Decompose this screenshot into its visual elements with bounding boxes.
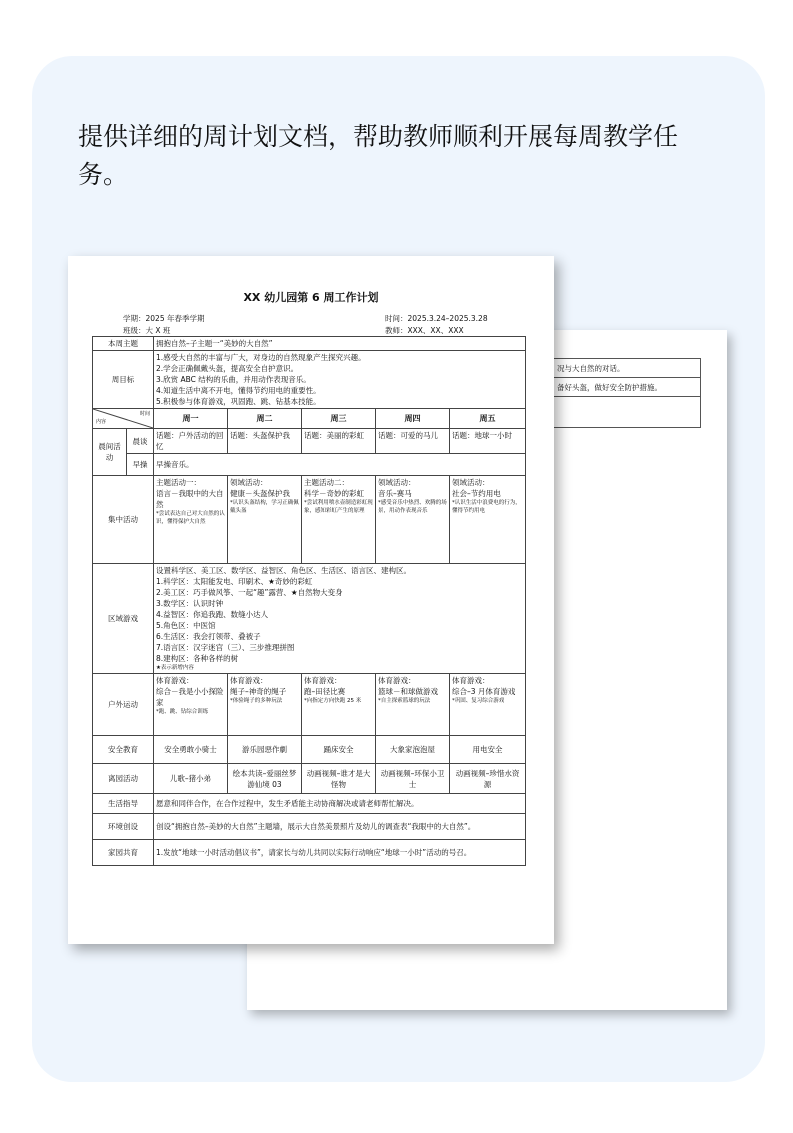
leave-cell: 动画视频–环保小卫士 (376, 764, 450, 794)
class-text: 班级：大 X 班 (123, 326, 171, 335)
day-wednesday: 周三 (302, 409, 376, 429)
goals-label: 周目标 (93, 351, 154, 409)
outdoor-note: *体验绳子的多种玩法 (230, 698, 283, 704)
activity-name: 健康－头盔保护我 (230, 489, 290, 498)
time-text: 时间：2025.3.24–2025.3.28 (385, 314, 488, 323)
safety-cell: 大象家泡泡屋 (376, 736, 450, 764)
safety-cell: 安全勇敢小骑士 (154, 736, 228, 764)
goal-item: 5.积极参与体育游戏，巩固跑、跳、钻基本技能。 (156, 397, 321, 406)
group-activity-row (93, 476, 526, 564)
goals-list (154, 351, 526, 409)
leave-label: 离园活动 (93, 764, 154, 794)
talk-cell: 话题：户外活动的回忆 (154, 429, 228, 454)
activity-note: *感受音乐中热烈、欢腾的场景，用动作表现音乐 (378, 500, 447, 514)
goal-item: 1.感受大自然的丰富与广大，对身边的自然现象产生探究兴趣。 (156, 353, 366, 362)
morning-talk-row (93, 429, 526, 454)
leave-cell: 动画视频–谁才是大怪物 (302, 764, 376, 794)
environment-label: 环境创设 (93, 814, 154, 840)
outdoor-cell (302, 674, 376, 736)
outdoor-name: 绳子–神奇的绳子 (230, 687, 287, 696)
activity-note: *尝试表达自己对大自然的认识，懂得保护大自然 (156, 511, 225, 525)
life-guidance-value: 愿意和同伴合作，在合作过程中，发生矛盾能主动协商解决或请老师帮忙解决。 (154, 794, 526, 814)
talk-cell: 话题：头盔保护我 (228, 429, 302, 454)
group-cell (302, 476, 376, 564)
theme-label: 本周主题 (93, 337, 154, 351)
back-line-2: 备好头盔，做好安全防护措施。 (554, 378, 701, 397)
document-title: XX 幼儿园第 6 周工作计划 (243, 291, 379, 304)
safety-cell: 踊床安全 (302, 736, 376, 764)
home-coop-label: 家园共育 (93, 840, 154, 866)
day-thursday: 周四 (376, 409, 450, 429)
area-item: 8.建构区：各种各样的树 (156, 654, 239, 663)
semester-text: 学期：2025 年春季学期 (123, 314, 205, 323)
area-games-list (154, 564, 526, 674)
header-time-label: 时间 (139, 411, 150, 417)
outdoor-name: 跑–田径比赛 (304, 687, 346, 696)
outdoor-note: *自主探索篮球的玩法 (378, 698, 431, 704)
outdoor-type: 体育游戏： (230, 676, 268, 685)
activity-name: 音乐–赛马 (378, 489, 412, 498)
home-coop-row (93, 840, 526, 866)
outdoor-note: *跑、跳、钻综合训练 (156, 709, 209, 715)
safety-row (93, 736, 526, 764)
group-cell (154, 476, 228, 564)
weekly-plan-table (92, 336, 526, 866)
outdoor-name: 篮球－和球做游戏 (378, 687, 438, 696)
group-cell (450, 476, 526, 564)
talk-cell: 话题：可爱的马儿 (376, 429, 450, 454)
outdoor-cell (450, 674, 526, 736)
group-cell (228, 476, 302, 564)
activity-name: 语言－我眼中的大自然 (156, 489, 224, 509)
diagonal-header-cell (93, 409, 154, 429)
activity-type: 主题活动二： (304, 478, 349, 487)
outdoor-row (93, 674, 526, 736)
back-line-1: 况与大自然的对话。 (554, 359, 701, 378)
goal-item: 2.学会正确佩戴头盔，提高安全自护意识。 (156, 364, 299, 373)
outdoor-cell (228, 674, 302, 736)
teachers-text: 教师：XXX、XX、XXX (385, 326, 464, 335)
exercise-label: 早操 (127, 454, 154, 476)
morning-activity-label: 晨间活动 (93, 429, 127, 476)
group-cell (376, 476, 450, 564)
activity-note: *认识生活中浪费电的行为，懂得节约用电 (452, 500, 521, 514)
area-item: 设置科学区、美工区、数学区、益智区、角色区、生活区、语言区、建构区。 (156, 566, 411, 575)
goals-row (93, 351, 526, 409)
talk-cell: 话题：美丽的彩虹 (302, 429, 376, 454)
area-item: 7.语言区：汉字迷宫（三）、三步推理拼图 (156, 643, 295, 652)
activity-name: 科学－奇妙的彩虹 (304, 489, 364, 498)
exercise-row (93, 454, 526, 476)
outdoor-type: 体育游戏： (378, 676, 416, 685)
leave-row (93, 764, 526, 794)
life-guidance-label: 生活指导 (93, 794, 154, 814)
activity-type: 领域活动： (452, 478, 490, 487)
outdoor-cell (376, 674, 450, 736)
area-note: ★表示新增内容 (156, 665, 194, 671)
area-item: 4.益智区：你追我跑、数缝小达人 (156, 610, 269, 619)
day-monday: 周一 (154, 409, 228, 429)
outdoor-cell (154, 674, 228, 736)
area-item: 3.数学区：认识时钟 (156, 599, 224, 608)
activity-type: 主题活动一： (156, 478, 201, 487)
activity-name: 社会–节约用电 (452, 489, 501, 498)
area-item: 5.角色区：中医馆 (156, 621, 216, 630)
outdoor-note: *巩固、复习综合游戏 (452, 698, 505, 704)
leave-cell: 绘本共读–爱丽丝梦游仙境 03 (228, 764, 302, 794)
outdoor-type: 体育游戏： (304, 676, 342, 685)
area-item: 1.科学区：太阳能发电、印刷术、★奇妙的彩虹 (156, 577, 313, 586)
day-tuesday: 周二 (228, 409, 302, 429)
headline: 提供详细的周计划文档，帮助教师顺利开展每周教学任务。 (78, 122, 679, 189)
area-games-label: 区域游戏 (93, 564, 154, 674)
theme-row (93, 337, 526, 351)
goal-item: 3.欣赏 ABC 结构的乐曲，并用动作表现音乐。 (156, 375, 311, 384)
day-header-row (93, 409, 526, 429)
life-guidance-row (93, 794, 526, 814)
group-activity-label: 集中活动 (93, 476, 154, 564)
safety-cell: 用电安全 (450, 736, 526, 764)
outdoor-name: 综合－我是小小探险家 (156, 687, 224, 707)
exercise-value: 早操音乐。 (154, 454, 526, 476)
outdoor-name: 综合–3 月体育游戏 (452, 687, 516, 696)
goal-item: 4.知道生活中离不开电，懂得节约用电的重要性。 (156, 386, 321, 395)
outdoor-note: *向指定方向快跑 25 米 (304, 698, 362, 704)
talk-label: 晨谈 (127, 429, 154, 454)
theme-value: 拥抱自然–子主题一“美妙的大自然” (154, 337, 526, 351)
outdoor-type: 体育游戏： (452, 676, 490, 685)
area-item: 2.美工区：巧手做风筝、一起“趣”露营、★自然物大变身 (156, 588, 343, 597)
environment-row (93, 814, 526, 840)
outdoor-label: 户外运动 (93, 674, 154, 736)
area-games-row (93, 564, 526, 674)
back-blank-cell (554, 397, 701, 428)
safety-label: 安全教育 (93, 736, 154, 764)
leave-cell: 动画视频–珍惜水资源 (450, 764, 526, 794)
area-item: 6.生活区：我会打领带、叠被子 (156, 632, 261, 641)
leave-cell: 儿歌–猪小弟 (154, 764, 228, 794)
header-content-label: 内容 (96, 419, 107, 425)
environment-value: 创设“拥抱自然–美妙的大自然”主题墙，展示大自然美景照片及幼儿的调查表“我眼中的大自然”。 (154, 814, 526, 840)
safety-cell: 游乐园惡作劇 (228, 736, 302, 764)
activity-type: 领域活动： (230, 478, 268, 487)
home-coop-value: 1.发放“地球一小时活动倡议书”，请家长与幼儿共同以实际行动响应“地球一小时”活动的号召。 (154, 840, 526, 866)
activity-note: *认识头盔结构，学习正确佩戴头盔 (230, 500, 299, 514)
activity-note: *尝试利用喷水壶制造彩虹现象，感知彩虹产生的原理 (304, 500, 373, 514)
talk-cell: 话题：地球一小时 (450, 429, 526, 454)
outdoor-type: 体育游戏： (156, 676, 194, 685)
back-table (553, 358, 701, 428)
activity-type: 领域活动： (378, 478, 416, 487)
day-friday: 周五 (450, 409, 526, 429)
front-document-page (68, 256, 554, 944)
